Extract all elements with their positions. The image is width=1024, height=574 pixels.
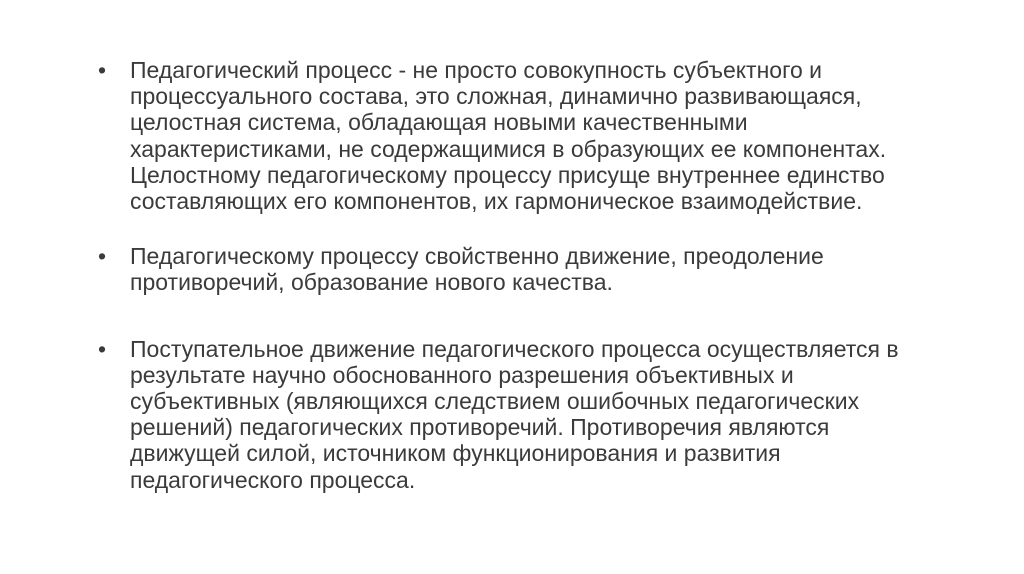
- bullet-text: Педагогическому процессу свойственно движение, преодоление противоречий, образование нового качества.: [130, 243, 824, 296]
- bullet-list: [98, 57, 918, 519]
- bullet-text: Поступательное движение педагогического процесса осуществляется в результате научно обоснованного разрешения объективных и субъективных (являющихся следствием ошибочных педагогических решений) педагогических противоречий. Противоречия являются движущей силой, источником функционирования и развития педагогического процесса.: [130, 335, 899, 493]
- bullet-marker: •: [98, 335, 107, 362]
- bullet-marker: •: [98, 243, 107, 270]
- bullet-text: Педагогический процесс - не просто совокупность субъектного и процессуального состава, это сложная, динамично развивающаяся, целостная система, обладающая новыми качественными характеристиками, не содержащимися в образующих ее компонентах. Целостному педагогическому процессу присуще внутреннее единство составляющих его компонентов, их гармоническое взаимодействие.: [130, 57, 887, 215]
- bullet-item: [98, 57, 918, 214]
- bullet-item: [98, 243, 918, 295]
- bullet-item: [98, 336, 918, 493]
- bullet-marker: •: [98, 57, 107, 83]
